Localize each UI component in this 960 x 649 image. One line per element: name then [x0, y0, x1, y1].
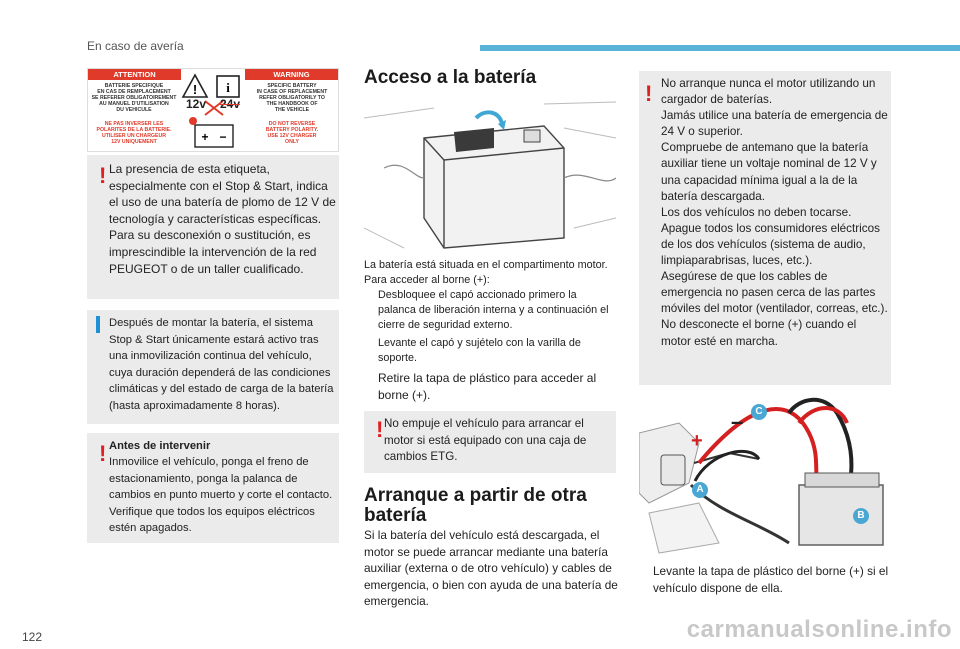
access-intro: La batería está situada en el compartimento motor. Para acceder al borne (+): — [364, 259, 608, 286]
access-step-3: Retire la tapa de plástico para acceder al borne (+). — [378, 371, 597, 402]
svg-text:−: − — [219, 130, 227, 144]
svg-text:+: + — [201, 130, 209, 144]
note-box-label — [87, 155, 339, 299]
jumpstart-step-1: Levante la tapa de plástico del borne (+) si el vehículo dispone de ella. — [653, 564, 889, 595]
svg-text:+: + — [691, 430, 703, 452]
battery-engine-illustration — [364, 98, 616, 256]
note-box-jumpstart-warning — [639, 71, 891, 385]
info-mark-icon — [96, 316, 100, 333]
warning-mark-icon: ! — [376, 417, 384, 442]
label-right-bottom: DO NOT REVERSE BATTERY POLARITY. USE 12V CHARGER ONLY — [265, 121, 319, 145]
header-accent-bar — [480, 45, 960, 51]
note-box-before — [87, 433, 339, 543]
list-item — [364, 370, 616, 403]
jumpstart-illustration — [639, 393, 891, 555]
section-title-access: Acceso a la batería — [364, 67, 537, 88]
label-24v: 24v — [220, 97, 241, 111]
jumpstart-body: Si la batería del vehículo está descargada, el motor se puede arrancar mediante una batería auxiliar (externa o de otro vehículo) y cables de emergencia, o bien con ayuda de una batería de emergencia. — [364, 528, 618, 609]
svg-text:i: i — [226, 80, 230, 95]
note-label-text: La presencia de esta etiqueta, especialmente con el Stop & Start, indica el uso de una batería de plomo de 12 V de tecnología y características específicas. Para su desconexión o sustitución, es imprescindible la intervención de la red PEUGEOT o de un taller cualificado. — [109, 162, 336, 276]
list-item — [364, 336, 616, 366]
label-12v: 12v — [186, 97, 207, 111]
access-steps — [364, 288, 616, 403]
note-before-text: Inmovilice el vehículo, ponga el freno de estacionamiento, ponga la palanca de cambios en punto muerto y corte el contacto. Verifique que todos los equipos eléctricos estén apagados. — [109, 456, 333, 534]
note-etg-text: No empuje el vehículo para arrancar el motor si está equipado con una caja de cambios ETG. — [384, 417, 587, 464]
note-jumpstart-text: No arranque nunca el motor utilizando un cargador de baterías. Jamás utilice una batería de emergencia de 24 V o superior. Compruebe de antemano que la batería auxiliar tiene un voltaje nominal de 12 V y una capacidad mínima igual a la de la batería descargada. Los dos vehículos no deben tocarse. Apague todos los consumidores eléctricos de los dos vehículos (sistema de audio, limpiaparabrisas, luces, etc.). Asegúrese de que los cables de emergencia no pasen cerca de las partes móviles del motor (ventilador, correas, etc.). No desconecte el borne (+) cuando el motor esté en marcha. — [661, 77, 888, 348]
section-title-jumpstart: Arranque a partir de otra batería — [364, 485, 587, 526]
access-step-2: Levante el capó y sujételo con la varilla de soporte. — [378, 336, 581, 364]
battery-warning-icon — [181, 71, 247, 151]
warning-mark-icon: ! — [99, 163, 107, 188]
warning-mark-icon: ! — [99, 441, 107, 466]
list-item — [639, 563, 891, 596]
label-left-bottom: NE PAS INVERSER LES POLARITES DE LA BATTERIE. UTILISER UN CHARGEUR 12V UNIQUEMENT — [96, 121, 172, 145]
watermark: carmanualsonline.info — [686, 616, 952, 643]
callout-c: C — [751, 404, 767, 420]
note-box-stopstart — [87, 310, 339, 424]
page-number: 122 — [22, 630, 43, 644]
svg-text:!: ! — [192, 82, 198, 97]
note-box-etg — [364, 411, 616, 473]
note-stopstart-text: Después de montar la batería, el sistema Stop & Start únicamente estará activo tras una inmovilización continua del vehículo, cuya duración dependerá de las condiciones climáticas y del estado de carga de la batería (hasta aproximadamente 8 horas). — [109, 317, 334, 412]
callout-b: B — [853, 508, 869, 524]
warning-label-image — [87, 68, 339, 152]
list-item — [364, 288, 616, 334]
label-warning: WARNING — [245, 69, 338, 80]
section-header: En caso de avería — [87, 39, 184, 53]
access-step-1: Desbloquee el capó accionado primero la palanca de liberación interna y a continuación el cierre de seguridad externo. — [378, 289, 609, 332]
warning-mark-icon: ! — [645, 81, 653, 106]
callout-a: A — [692, 482, 708, 498]
jumpstart-steps — [639, 563, 891, 596]
label-attention: ATTENTION — [88, 69, 181, 80]
svg-text:–: – — [731, 409, 744, 434]
note-before-title: Antes de intervenir — [109, 440, 211, 452]
label-left-top: BATTERIE SPECIFIQUE EN CAS DE REMPLACEMENT SE REFERER OBLIGATOIREMENT AU MANUEL D'UTILISATION DU VEHICULE — [91, 83, 177, 113]
label-right-top: SPECIFIC BATTERY IN CASE OF REPLACEMENT REFER OBLIGATORILY TO THE HANDBOOK OF THE VEHICLE — [256, 83, 328, 113]
